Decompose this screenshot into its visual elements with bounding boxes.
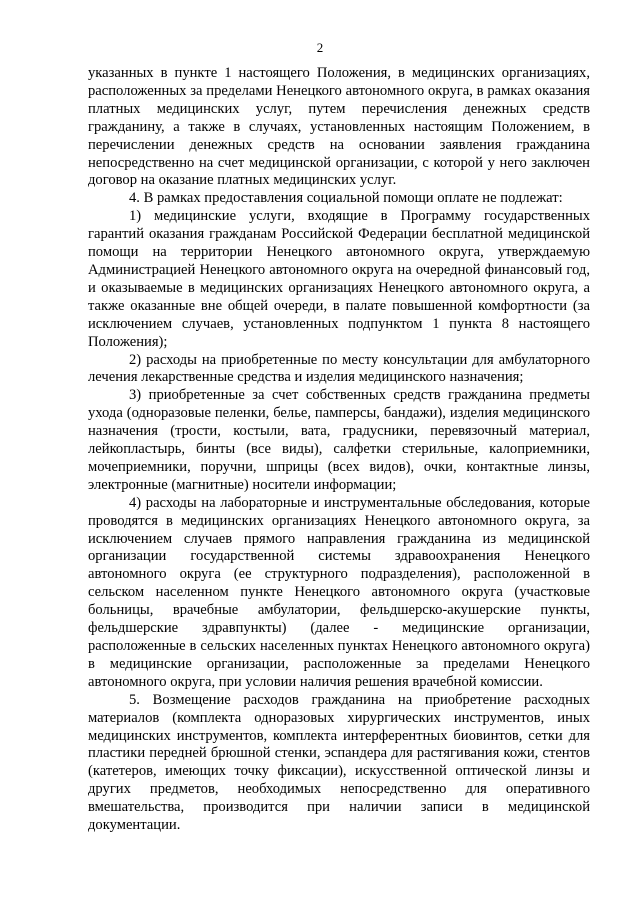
paragraph-subitem-4: 4) расходы на лабораторные и инструментальные обследования, которые проводятся в медицинских организациях Ненецкого автономного округа, за исключением случаев прямого направления гражданина из медицинской организации государственной системы здравоохранения Ненецкого автономного округа (ее структурного подразделения), расположенной в сельском населенном пункте Ненецкого автономного округа (участковые больницы, врачебные амбулатории, фельдшерско-акушерские пункты, фельдшерские здравпункты) (далее - медицинские организации, расположенные в сельских населенных пунктах Ненецкого автономного округа) в медицинские организации, расположенные за пределами Ненецкого автономного округа, при условии наличия решения врачебной комиссии. — [88, 494, 590, 690]
paragraph-continuation: указанных в пункте 1 настоящего Положения, в медицинских организациях, расположенных за пределами Ненецкого автономного округа, в рамках оказания платных медицинских услуг, путем перечисления денежных средств гражданину, а также в случаях, установленных настоящим Положением, в перечислении денежных средств на основании заявления гражданина непосредственно на счет медицинской организации, с которой у него заключен договор на оказание платных медицинских услуг. — [88, 65, 590, 189]
paragraph-item-4: 4. В рамках предоставления социальной помощи оплате не подлежат: — [129, 190, 563, 207]
document-body — [88, 65, 590, 835]
paragraph-subitem-1: 1) медицинские услуги, входящие в Программу государственных гарантий оказания гражданам Российской Федерации бесплатной медицинской помощи на территории Ненецкого автономного округа, утверждаемую Администрацией Ненецкого автономного округа на очередной финансовый год, и оказываемые в медицинских организациях Ненецкого автономного округа, а также оказанные вне общей очереди, в палате повышенной комфортности (за исключением случаев, установленных подпунктом 1 пункта 8 настоящего Положения); — [88, 208, 590, 350]
paragraph-subitem-3: 3) приобретенные за счет собственных средств гражданина предметы ухода (одноразовые пеленки, белье, памперсы, бандажи), изделия медицинского назначения (трости, костыли, вата, градусники, перевязочный материал, лейкопластырь, бинты (все виды), салфетки стерильные, калоприемники, мочеприемники, поручни, шприцы (всех видов), очки, контактные линзы, электронные (магнитные) носители информации; — [88, 387, 590, 493]
paragraph-subitem-2: 2) расходы на приобретенные по месту консультации для амбулаторного лечения лекарственные средства и изделия медицинского назначения; — [88, 351, 590, 386]
paragraph-item-5: 5. Возмещение расходов гражданина на приобретение расходных материалов (комплекта одноразовых хирургических инструментов, иных медицинских инструментов, комплекта интерферентных биовинтов, сетки для пластики передней брюшной стенки, эспандера для растягивания кожи, стентов (катетеров, имеющих точку фиксации), искусственной оптической линзы и других предметов, необходимых непосредственно для оперативного вмешательства, производится при наличии записи в медицинской документации. — [88, 691, 590, 834]
page-number: 2 — [316, 40, 324, 55]
